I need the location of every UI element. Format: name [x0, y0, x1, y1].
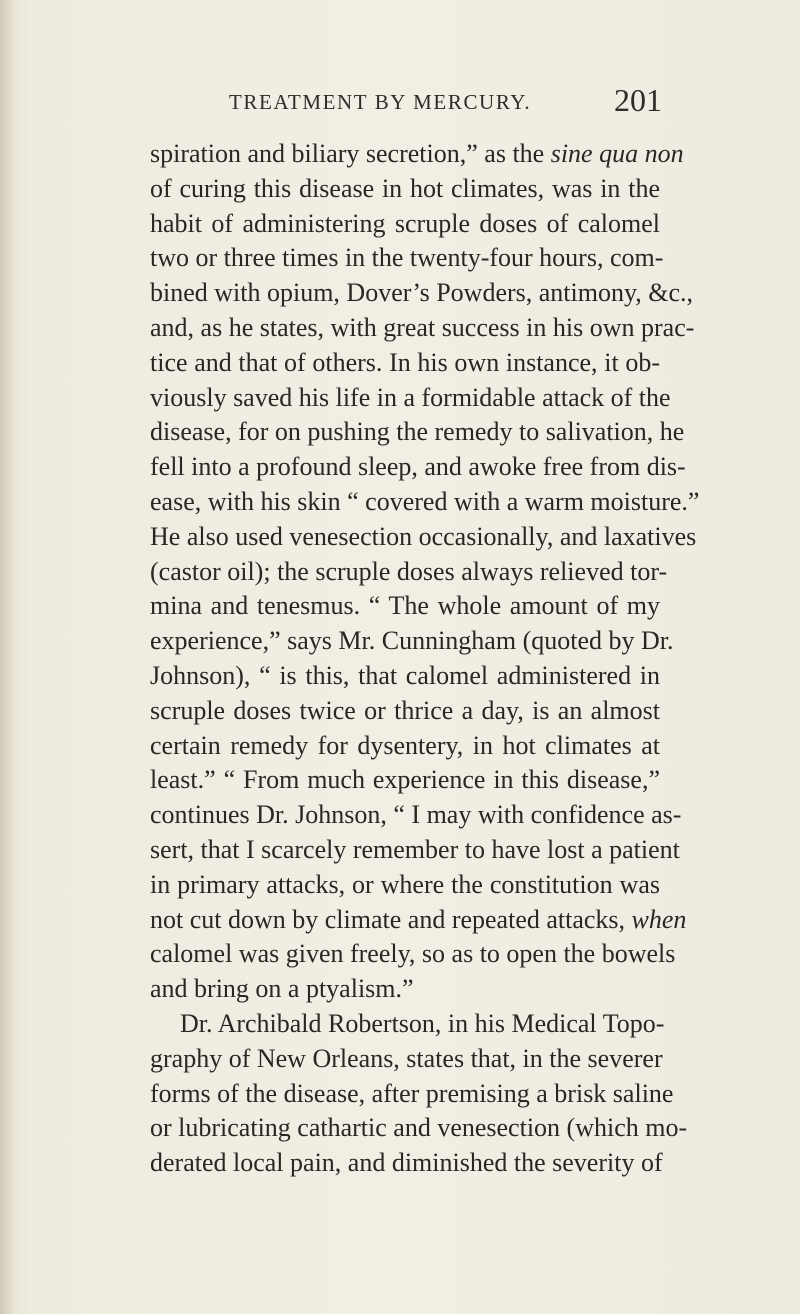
text-line [150, 520, 697, 555]
text-line [150, 1146, 663, 1181]
page-number: 201 [614, 82, 662, 118]
text-line [150, 1042, 663, 1077]
text-line [150, 276, 694, 311]
text-run: forms of the disease, after premising a brisk saline [150, 1078, 674, 1108]
italic-text: sine qua non [550, 139, 684, 168]
body-text [150, 137, 700, 1181]
text-line [150, 589, 660, 624]
text-line [150, 346, 660, 381]
running-head: TREATMENT BY MERCURY. [229, 90, 532, 114]
text-run: viously saved his life in a formidable attack of the [150, 382, 671, 412]
text-line [150, 137, 684, 172]
text-run: habit of administering scruple doses of calomel [150, 208, 660, 238]
text-run: graphy of New Orleans, states that, in the severer [150, 1043, 663, 1073]
text-run: continues Dr. Johnson, “ I may with confidence as- [150, 800, 682, 830]
text-run: calomel was given freely, so as to open the bowels [150, 939, 676, 969]
text-line [150, 937, 676, 972]
text-line [150, 555, 668, 590]
text-run: experience,” says Mr. Cunningham (quoted by Dr. [150, 626, 674, 656]
text-line [150, 1077, 674, 1112]
text-run: spiration and biliary secretion,” as the [150, 139, 551, 168]
text-run: bined with opium, Dover’s Powders, antimony, &c., [150, 278, 694, 308]
text-run: Dr. Archibald Robertson, in his Medical Topo- [180, 1008, 665, 1038]
text-run: or lubricating cathartic and venesection (which mo- [150, 1113, 688, 1143]
text-line [150, 415, 685, 450]
text-line [150, 207, 660, 242]
text-run: ease, with his skin “ covered with a warm moisture.” [150, 486, 700, 516]
binding-shadow [0, 0, 14, 1314]
text-run: mina and tenesmus. “ The whole amount of my [150, 591, 660, 621]
text-run: Johnson), “ is this, that calomel administered in [150, 660, 660, 690]
text-run: derated local pain, and diminished the severity of [150, 1148, 663, 1178]
text-run: (castor oil); the scruple doses always relieved tor- [150, 556, 668, 586]
text-line [150, 1007, 665, 1042]
page-header [0, 82, 800, 130]
text-run: and, as he states, with great success in his own prac- [150, 312, 695, 342]
text-run: scruple doses twice or thrice a day, is an almost [150, 695, 660, 725]
text-run: disease, for on pushing the remedy to salivation, he [150, 417, 685, 447]
text-line [150, 868, 660, 903]
text-line [150, 624, 674, 659]
text-line [150, 798, 682, 833]
text-run: and bring on a ptyalism.” [150, 974, 414, 1004]
text-line [150, 972, 660, 1007]
text-run: least.” “ From much experience in this disease,” [150, 765, 660, 795]
text-line [150, 903, 687, 938]
text-line [150, 311, 695, 346]
text-line [150, 1111, 688, 1146]
text-line [150, 763, 660, 798]
text-run: in primary attacks, or where the constitution was [150, 869, 660, 899]
text-run: not cut down by climate and repeated attacks, [150, 904, 632, 934]
italic-text: when [631, 904, 687, 934]
text-line [150, 694, 660, 729]
text-line [150, 241, 664, 276]
text-line [150, 381, 671, 416]
text-run: two or three times in the twenty-four hours, com- [150, 243, 664, 273]
text-run: sert, that I scarcely remember to have lost a patient [150, 834, 680, 864]
text-run: of curing this disease in hot climates, was in the [150, 173, 660, 203]
text-run: certain remedy for dysentery, in hot climates at [150, 730, 660, 760]
text-line [150, 172, 660, 207]
text-line [150, 450, 686, 485]
text-run: He also used venesection occasionally, and laxatives [150, 521, 697, 551]
text-run: tice and that of others. In his own instance, it ob- [150, 347, 660, 377]
text-line [150, 659, 660, 694]
text-line [150, 729, 660, 764]
text-run: fell into a profound sleep, and awoke free from dis- [150, 452, 686, 482]
text-line [150, 833, 680, 868]
text-line [150, 485, 700, 520]
